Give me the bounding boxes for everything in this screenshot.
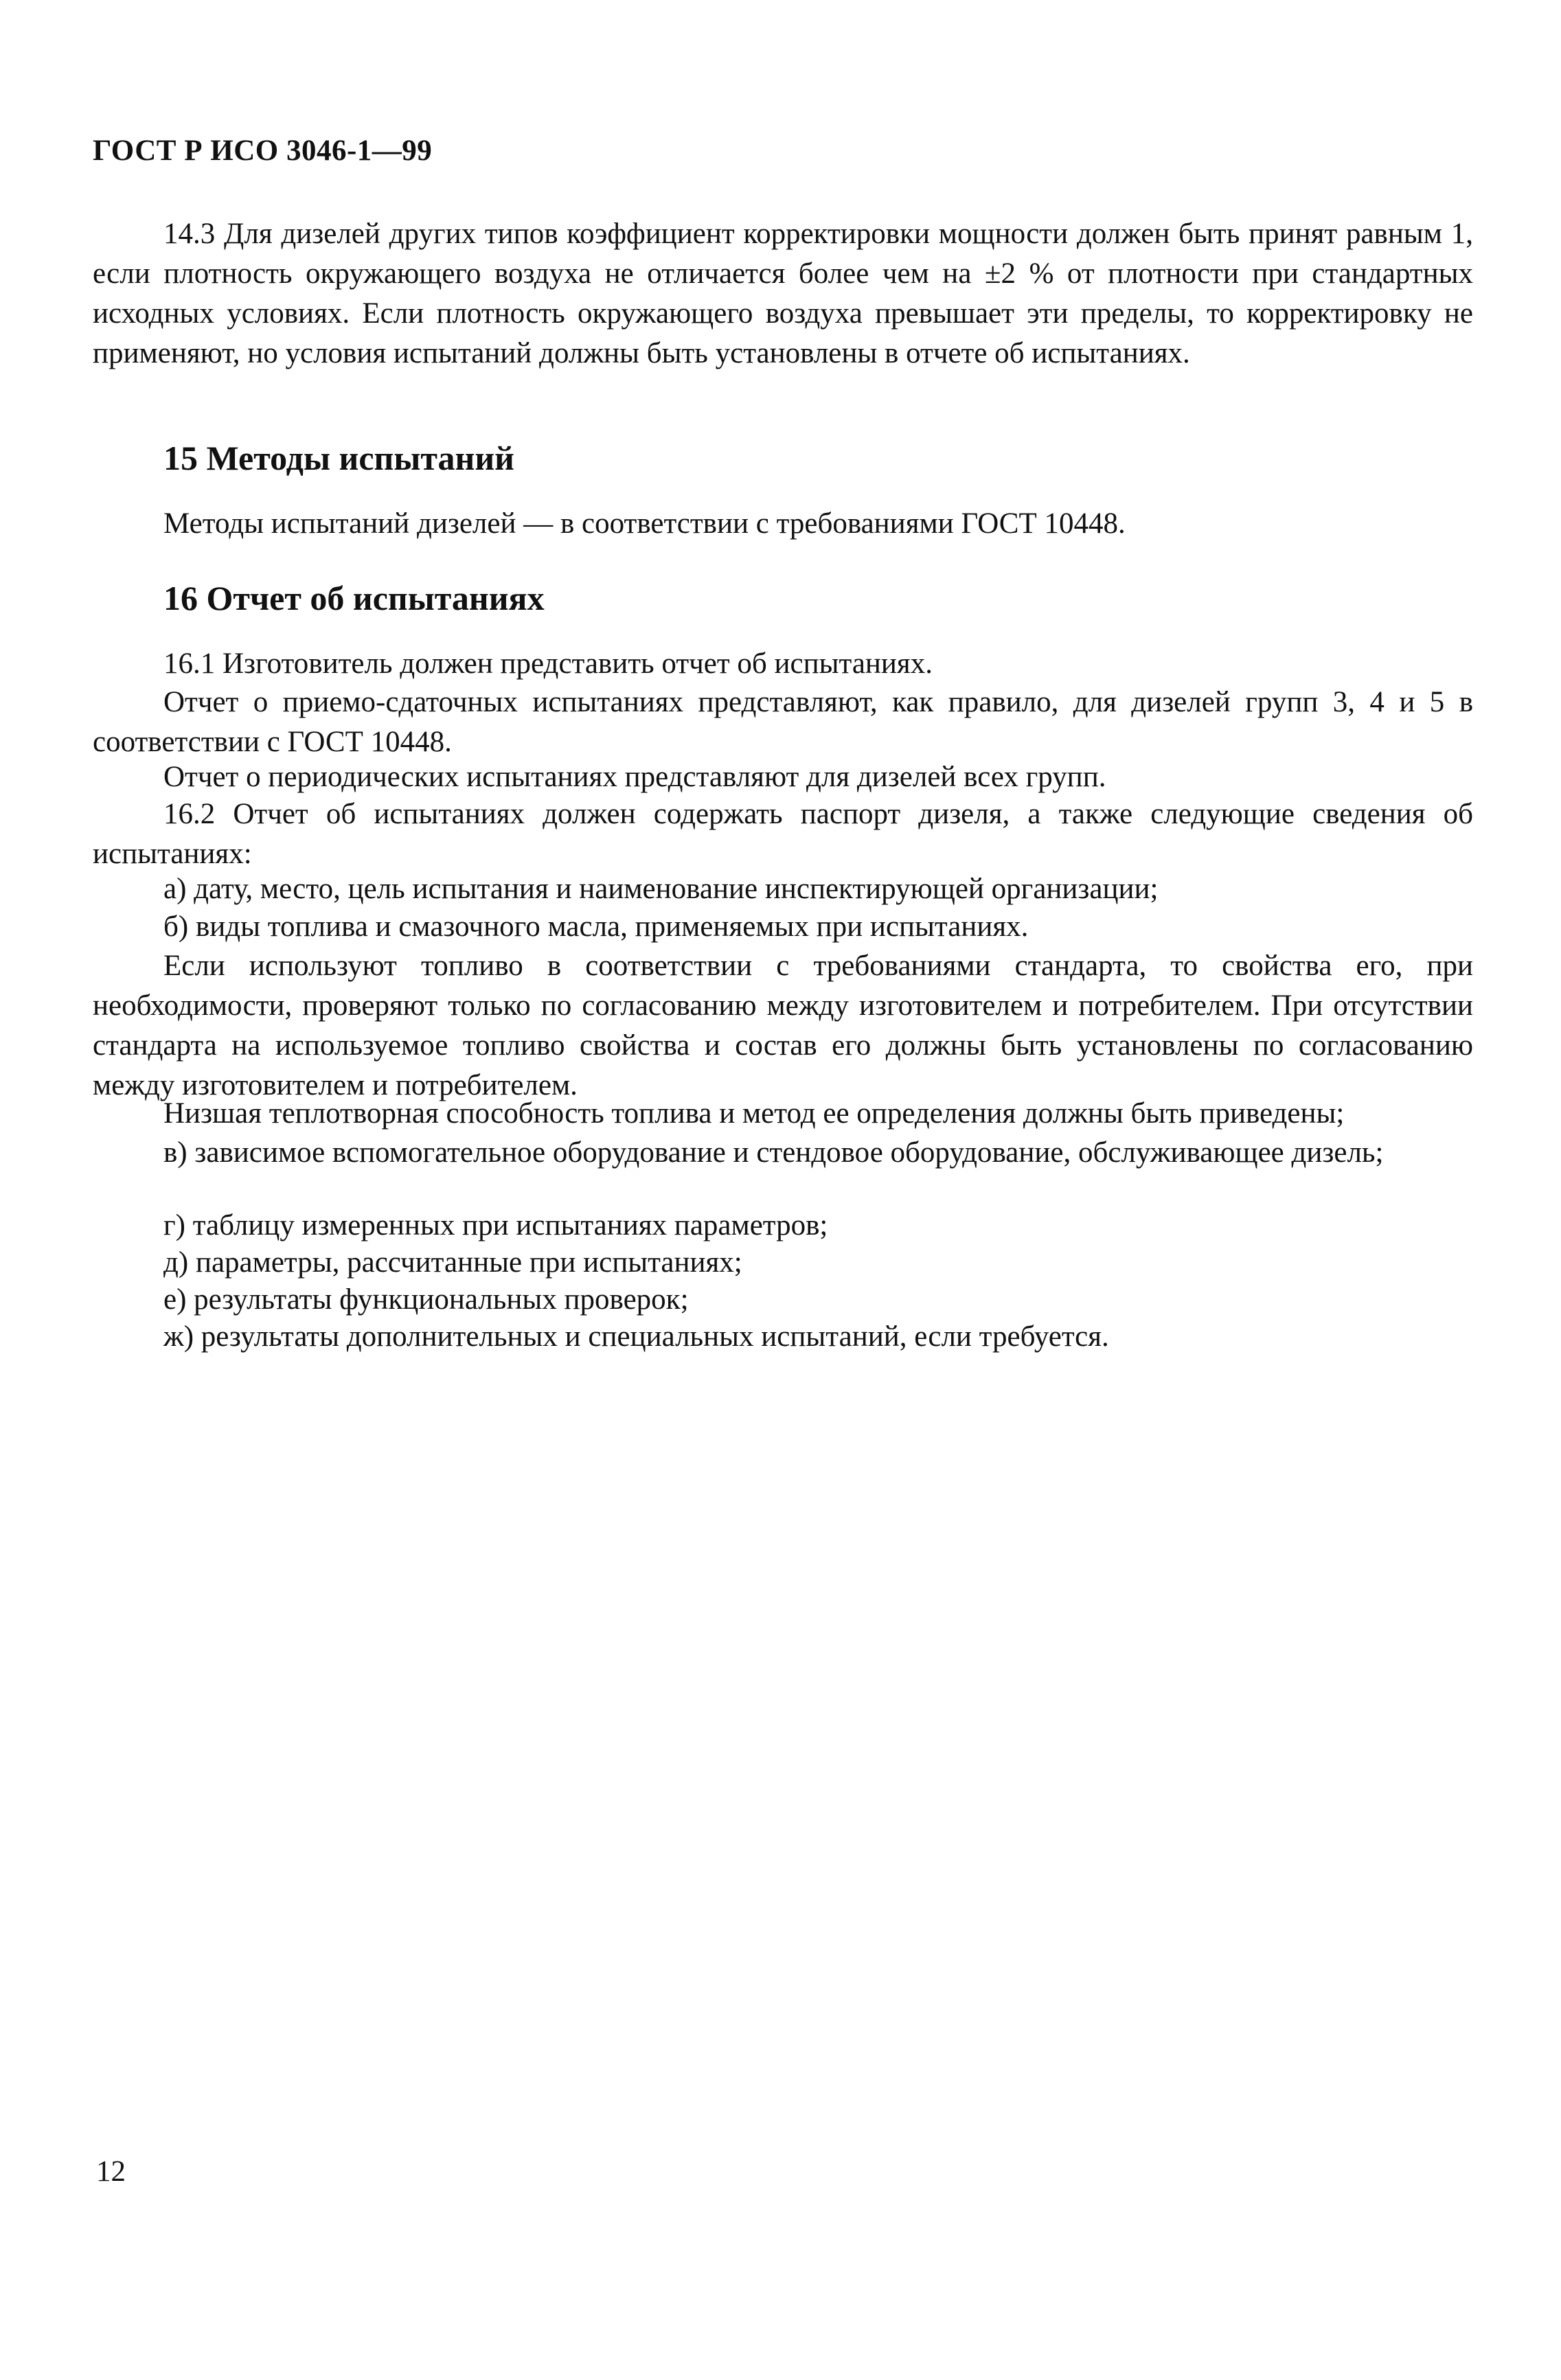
paragraph-16-1: 16.1 Изготовитель должен представить отчет об испытаниях.	[163, 648, 933, 680]
paragraph-fuel-text: Если используют топливо в соответствии с требованиями стандарта, то свойства его, при необходимости, проверяют только по согласованию между изготовителем и потребителем. При отсутствии стандарта на используемое топливо свойства и состав его должны быть установлены по согласованию между изготовителем и потребителем.	[93, 950, 1473, 1101]
list-item-v	[93, 1133, 1473, 1173]
list-item-e: е) результаты функциональных проверок;	[163, 1283, 689, 1316]
document-header: ГОСТ Р ИСО 3046-1—99	[93, 135, 433, 167]
paragraph-16-2-text: 16.2 Отчет об испытаниях должен содержать паспорт дизеля, а также следующие сведения об испытаниях:	[93, 798, 1473, 870]
list-item-b: б) виды топлива и смазочного масла, применяемых при испытаниях.	[163, 911, 1029, 943]
page-number: 12	[96, 2155, 126, 2188]
paragraph-16-2	[93, 794, 1473, 874]
paragraph-acceptance	[93, 683, 1473, 762]
paragraph-acceptance-text: Отчет о приемо-сдаточных испытаниях представляют, как правило, для дизелей групп 3, 4 и 5 в соответствии с ГОСТ 10448.	[93, 686, 1473, 758]
paragraph-fuel	[93, 946, 1473, 1106]
section-16-heading: 16 Отчет об испытаниях	[163, 579, 545, 617]
list-item-g: г) таблицу измеренных при испытаниях параметров;	[163, 1209, 828, 1242]
section-15-heading: 15 Методы испытаний	[163, 439, 514, 477]
list-item-zh: ж) результаты дополнительных и специальных испытаний, если требуется.	[163, 1320, 1109, 1353]
list-item-a: а) дату, место, цель испытания и наименование инспектирующей организации;	[163, 873, 1159, 905]
list-item-d: д) параметры, рассчитанные при испытаниях;	[163, 1246, 742, 1279]
section-15-text: Методы испытаний дизелей — в соответствии с требованиями ГОСТ 10448.	[163, 507, 1126, 540]
paragraph-14-3-text: 14.3 Для дизелей других типов коэффициент корректировки мощности должен быть принят равным 1, если плотность окружающего воздуха не отличается более чем на ±2 % от плотности при стандартных исходных условиях. Если плотность окружающего воздуха превышает эти пределы, то корректировку не применяют, но условия испытаний должны быть установлены в отчете об испытаниях.	[93, 218, 1473, 369]
paragraph-heat-value: Низшая теплотворная способность топлива и метод ее определения должны быть приведены;	[163, 1097, 1345, 1130]
paragraph-periodic: Отчет о периодических испытаниях представляют для дизелей всех групп.	[163, 761, 1106, 793]
paragraph-14-3	[93, 214, 1473, 374]
list-item-v-text: в) зависимое вспомогательное оборудование и стендовое оборудование, обслуживающее дизель;	[163, 1136, 1384, 1169]
